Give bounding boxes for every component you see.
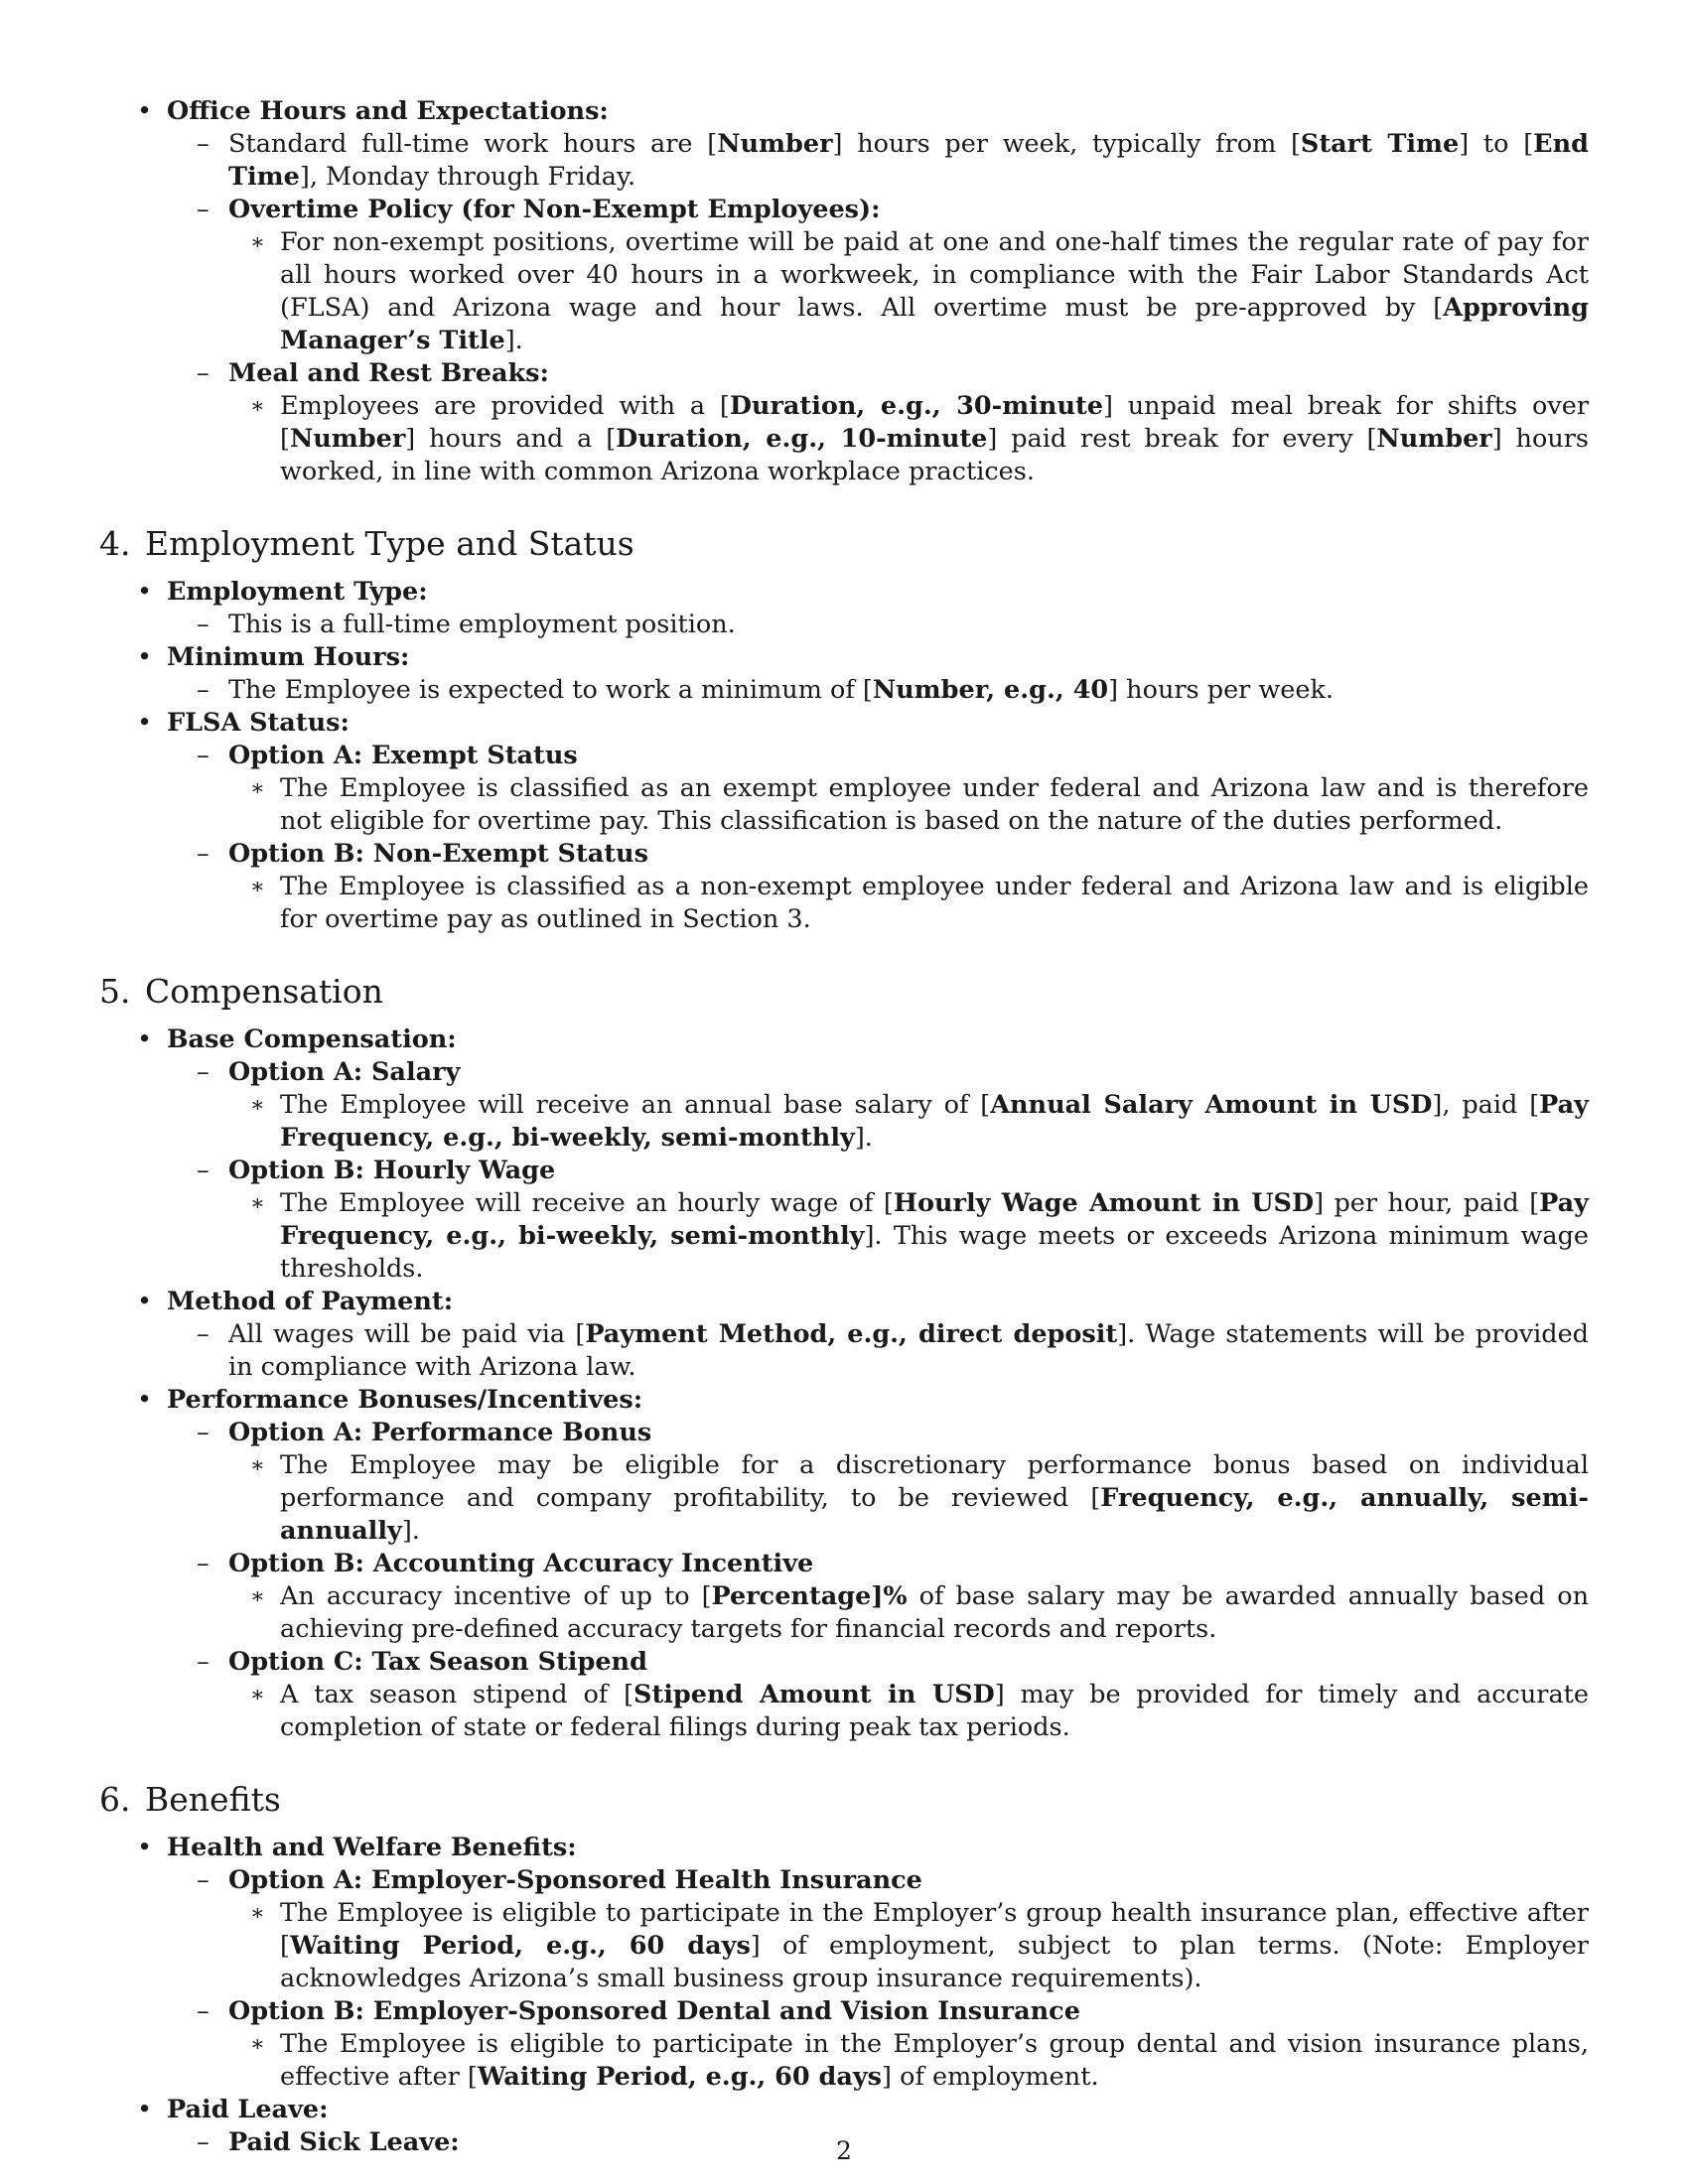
- standard-hours-item: – Standard full-time work hours are [Number] hours per week, typically from [Start Time] to [End Time], Monday through Friday.: [197, 129, 1589, 192]
- section-4-heading: 4. Employment Type and Status: [99, 524, 634, 563]
- overtime-policy-label: Overtime Policy (for Non-Exempt Employees):: [228, 195, 881, 224]
- paid-leave-item: • Paid Leave:: [137, 2095, 329, 2124]
- tax-stipend-text: ∗ A tax season stipend of [Stipend Amount in USD] may be provided for timely and accurate completion of state or federal filings during peak tax periods.: [250, 1680, 1589, 1742]
- employment-type-item: • Employment Type:: [137, 577, 428, 607]
- non-exempt-option: – Option B: Non-Exempt Status: [197, 839, 648, 869]
- payment-method-text: – All wages will be paid via [Payment Method, e.g., direct deposit]. Wage statements will be provided in compliance with Arizona law.: [197, 1319, 1590, 1382]
- section-5-heading: 5. Compensation: [99, 972, 383, 1011]
- payment-method-item: • Method of Payment:: [137, 1287, 454, 1316]
- non-exempt-option-text: ∗ The Employee is classified as a non-exempt employee under federal and Arizona law and is eligible for overtime pay as outlined in Section 3.: [250, 872, 1589, 934]
- section-6-heading: 6. Benefits: [99, 1780, 281, 1819]
- overtime-policy-text: ∗ For non-exempt positions, overtime will be paid at one and one-half times the regular rate of pay for all hours worked over 40 hours in a workweek, in compliance with the Fair Labor Standards Act (FLSA) and Arizona wage and hour laws. All overtime must be pre-approved by [Approving Manager’s Title].: [250, 227, 1589, 355]
- health-benefits-item: • Health and Welfare Benefits:: [137, 1833, 577, 1862]
- dental-vision-option: – Option B: Employer-Sponsored Dental and Vision Insurance: [197, 1996, 1080, 2026]
- office-hours-item: • Office Hours and Expectations:: [137, 96, 609, 126]
- minimum-hours-item: • Minimum Hours:: [137, 642, 410, 672]
- accuracy-incentive-text: ∗ An accuracy incentive of up to [Percentage]% of base salary may be awarded annually based on achieving pre-defined accuracy targets for financial records and reports.: [250, 1581, 1589, 1644]
- health-insurance-text: ∗ The Employee is eligible to participate in the Employer’s group health insurance plan, effective after [Waiting Period, e.g., 60 days] of employment, subject to plan terms. (Note: Employer acknowledges Arizona’s small business group insurance requirements).: [250, 1898, 1589, 1993]
- performance-bonus-option: – Option A: Performance Bonus: [197, 1418, 652, 1447]
- base-compensation-item: • Base Compensation:: [137, 1024, 457, 1054]
- performance-bonuses-item: • Performance Bonuses/Incentives:: [137, 1385, 643, 1415]
- minimum-hours-text: – The Employee is expected to work a minimum of [Number, e.g., 40] hours per week.: [197, 675, 1335, 705]
- employment-type-text: – This is a full-time employment position.: [197, 610, 736, 639]
- salary-option: – Option A: Salary: [197, 1057, 461, 1087]
- overtime-policy-item: – Overtime Policy (for Non-Exempt Employees):: [197, 195, 881, 224]
- paid-sick-leave-item: – Paid Sick Leave:: [197, 2127, 460, 2157]
- flsa-status-item: • FLSA Status:: [137, 708, 350, 738]
- exempt-option: – Option A: Exempt Status: [197, 741, 578, 770]
- office-hours-label: Office Hours and Expectations:: [167, 96, 609, 126]
- meal-breaks-item: – Meal and Rest Breaks:: [197, 358, 549, 388]
- meal-breaks-text: ∗ Employees are provided with a [Duration, e.g., 30-minute] unpaid meal break for shifts over [Number] hours and a [Duration, e.g., 10-minute] paid rest break for every [Number] hours worked, in line with common Arizona workplace practices.: [250, 391, 1590, 486]
- meal-breaks-label: Meal and Rest Breaks:: [228, 358, 549, 388]
- tax-stipend-option: – Option C: Tax Season Stipend: [197, 1647, 647, 1677]
- page-number: 2: [836, 2136, 852, 2165]
- salary-option-text: ∗ The Employee will receive an annual base salary of [Annual Salary Amount in USD], paid [Pay Frequency, e.g., bi-weekly, semi-monthly].: [250, 1090, 1589, 1153]
- performance-bonus-text: ∗ The Employee may be eligible for a discretionary performance bonus based on individual performance and company profitability, to be reviewed [Frequency, e.g., annually, semi-annually].: [250, 1450, 1589, 1546]
- document-page: [99, 95, 1589, 2159]
- health-insurance-option: – Option A: Employer-Sponsored Health Insurance: [197, 1865, 922, 1895]
- exempt-option-text: ∗ The Employee is classified as an exempt employee under federal and Arizona law and is therefore not eligible for overtime pay. This classification is based on the nature of the duties performed.: [250, 773, 1589, 836]
- hourly-option-text: ∗ The Employee will receive an hourly wage of [Hourly Wage Amount in USD] per hour, paid [Pay Frequency, e.g., bi-weekly, semi-monthly]. This wage meets or exceeds Arizona minimum wage thresholds.: [250, 1188, 1589, 1284]
- hourly-option: – Option B: Hourly Wage: [197, 1156, 556, 1185]
- accuracy-incentive-option: – Option B: Accounting Accuracy Incentive: [197, 1549, 814, 1578]
- dental-vision-text: ∗ The Employee is eligible to participate in the Employer’s group dental and vision insurance plans, effective after [Waiting Period, e.g., 60 days] of employment.: [250, 2029, 1589, 2092]
